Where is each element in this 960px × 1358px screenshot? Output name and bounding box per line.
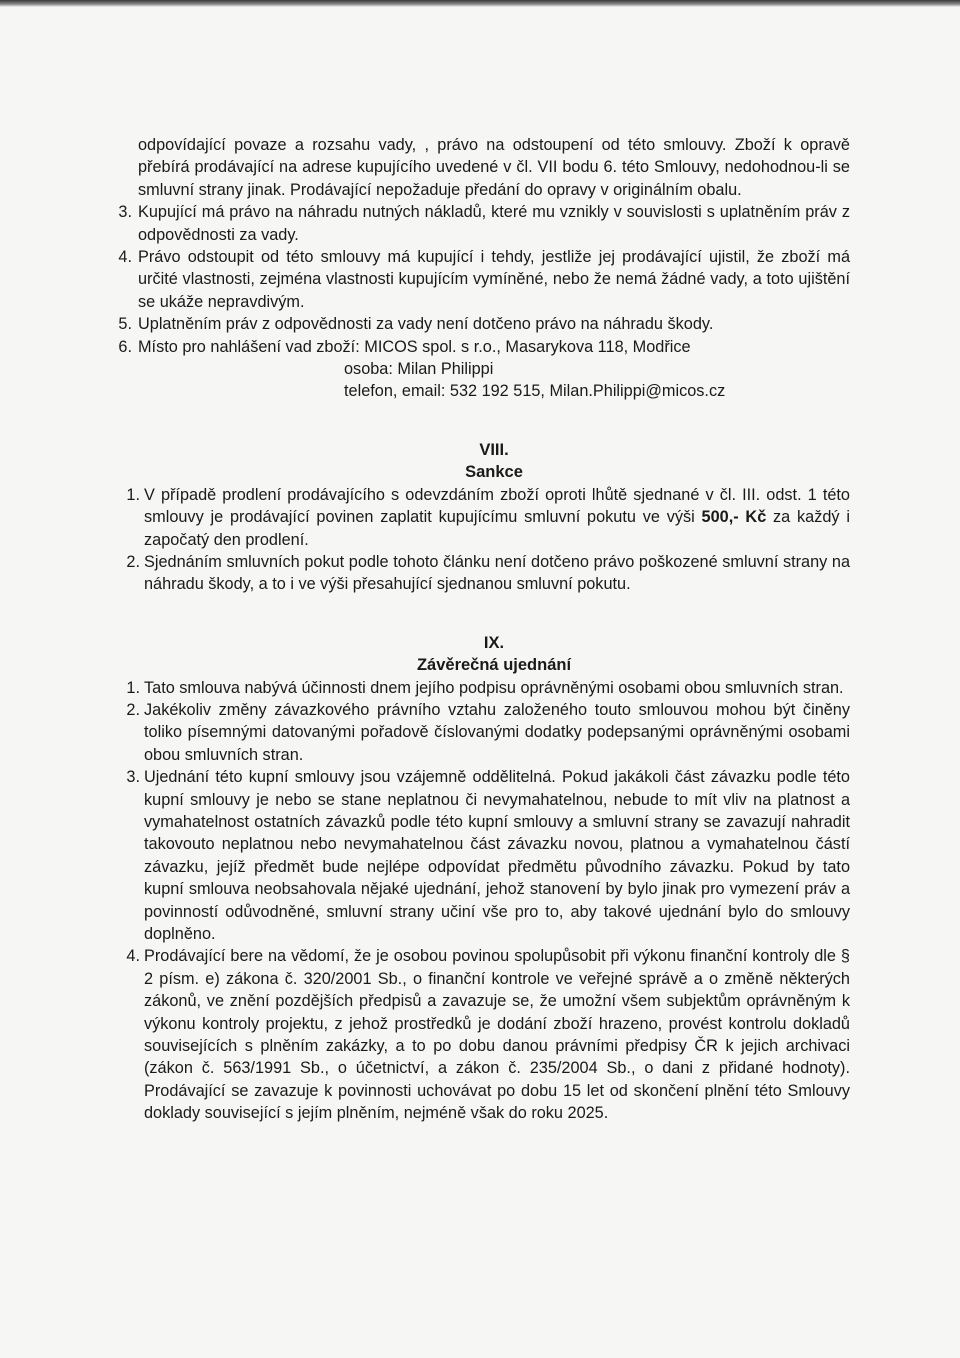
list-item bbox=[118, 201, 850, 246]
list-item bbox=[118, 336, 850, 358]
document-page bbox=[118, 134, 850, 1125]
item-number: 2. bbox=[126, 552, 140, 571]
list-item bbox=[126, 699, 850, 766]
list-item bbox=[126, 945, 850, 1124]
section8-title: Sankce bbox=[465, 463, 523, 482]
list-item bbox=[126, 677, 850, 699]
item-text-before: V případě prodlení prodávajícího s odevzdáním zboží oproti lhůtě sjednané v čl. III. odst. 1 této smlouvy je prodávající povinen zaplatit kupujícímu smluvní pokutu ve výši bbox=[144, 485, 850, 527]
section7-list bbox=[118, 201, 850, 403]
item-text: Kupující má právo na náhradu nutných nákladů, které mu vznikly v souvislosti s uplatněním práv z odpovědnosti za vady. bbox=[138, 203, 850, 244]
contact-phone-email: telefon, email: 532 192 515, Milan.Philippi@micos.cz bbox=[344, 382, 726, 401]
list-item bbox=[126, 484, 850, 551]
item-number: 4. bbox=[118, 248, 132, 267]
item-text: Místo pro nahlášení vad zboží: MICOS spol. s r.o., Masarykova 118, Modřice bbox=[138, 337, 691, 356]
item-number: 1. bbox=[126, 678, 140, 697]
item-number: 1. bbox=[126, 485, 140, 504]
intro-paragraph: odpovídající povaze a rozsahu vady, , právo na odstoupení od této smlouvy. Zboží k opravě přebírá prodávající na adrese kupujícího uvedené v čl. VII bodu 6. této Smlouvy, nedohodnou-li se smluvní strany jinak. Prodávající nepožaduje předání do opravy v originálním obalu. bbox=[138, 136, 850, 199]
item-number: 2. bbox=[126, 700, 140, 719]
item-number: 5. bbox=[118, 315, 132, 334]
item-text: Sjednáním smluvních pokut podle tohoto článku není dotčeno právo poškozené smluvní strany na náhradu škody, a to i ve výši přesahující sjednanou smluvní pokutu. bbox=[144, 552, 850, 594]
section9-number: IX. bbox=[483, 633, 505, 652]
item-number: 3. bbox=[126, 768, 140, 787]
item-text: Jakékoliv změny závazkového právního vztahu založeného touto smlouvou mohou být činěny toliko písemnými datovanými pořadově číslovanými dodatky podepsanými oprávněnými osobami obou smluvních stran. bbox=[144, 700, 850, 764]
item-number: 3. bbox=[118, 203, 132, 222]
item-number: 6. bbox=[118, 337, 132, 356]
scan-top-edge bbox=[0, 0, 960, 7]
section9-list bbox=[126, 677, 850, 1125]
section8-number: VIII. bbox=[479, 440, 509, 459]
list-item bbox=[126, 551, 850, 596]
list-item bbox=[126, 766, 850, 945]
penalty-amount: 500,- Kč bbox=[701, 508, 767, 527]
section8-list bbox=[126, 484, 850, 596]
section9-title: Závěrečná ujednání bbox=[416, 656, 572, 675]
item-text: Prodávající bere na vědomí, že je osobou povinou spolupůsobit při výkonu finanční kontroly dle § 2 písm. e) zákona č. 320/2001 Sb., o finanční kontrole ve veřejné správě a o změně některých zákonů, ve znění pozdějších předpisů a zavazuje se, že umožní všem subjektům oprávněným k výkonu kontroly projektu, z jehož prostředků je dodání zboží hrazeno, provést kontrolu dokladů souvisejících s plněním zakázky, a to po dobu danou právními předpisy ČR k jejich archivaci (zákon č. 563/1991 Sb., o účetnictví, a zákon č. 235/2004 Sb., o dani z přidané hodnoty). Prodávající se zavazuje k povinnosti uchovávat po dobu 15 let od skončení plnění této Smlouvy doklady související s jejím plněním, nejméně však do roku 2025. bbox=[144, 947, 850, 1123]
contact-person: osoba: Milan Philippi bbox=[344, 360, 494, 379]
item-text: Uplatněním práv z odpovědnosti za vady není dotčeno právo na náhradu škody. bbox=[138, 315, 714, 334]
item-number: 4. bbox=[126, 947, 140, 966]
item-text-after: za každý i započatý den prodlení. bbox=[144, 508, 850, 549]
item-text: Ujednání této kupní smlouvy jsou vzájemně oddělitelná. Pokud jakákoli část závazku podle této kupní smlouvy je nebo se stane neplatnou či nevymahatelnou, nebude to mít vliv na platnost a vymahatelnost ostatních závazků podle této kupní smlouvy a smluvní strany se zavazují nahradit takovouto neplatnou nebo nevymahatelnou část závazku novou, platnou a vymahatelnou částí závazku, jejíž předmět bude nejlépe odpovídat předmětu původního závazku. Pokud by tato kupní smlouva neobsahovala nějaké ujednání, jehož stanovení by bylo jinak pro vymezení práv a povinností odůvodněné, smluvní strany učiní vše pro to, aby takové ujednání bylo do smlouvy doplněno. bbox=[144, 768, 850, 943]
item-text: Právo odstoupit od této smlouvy má kupující i tehdy, jestliže jej prodávající ujistil, že zboží má určité vlastnosti, zejména vlastnosti kupujícím vymíněné, nebo že nemá žádné vady, a toto ujištění se ukáže nepravdivým. bbox=[138, 248, 850, 311]
item-text: Tato smlouva nabývá účinnosti dnem jejího podpisu oprávněnými osobami obou smluvních stran. bbox=[144, 678, 844, 697]
list-item bbox=[118, 313, 850, 335]
list-item bbox=[118, 246, 850, 313]
